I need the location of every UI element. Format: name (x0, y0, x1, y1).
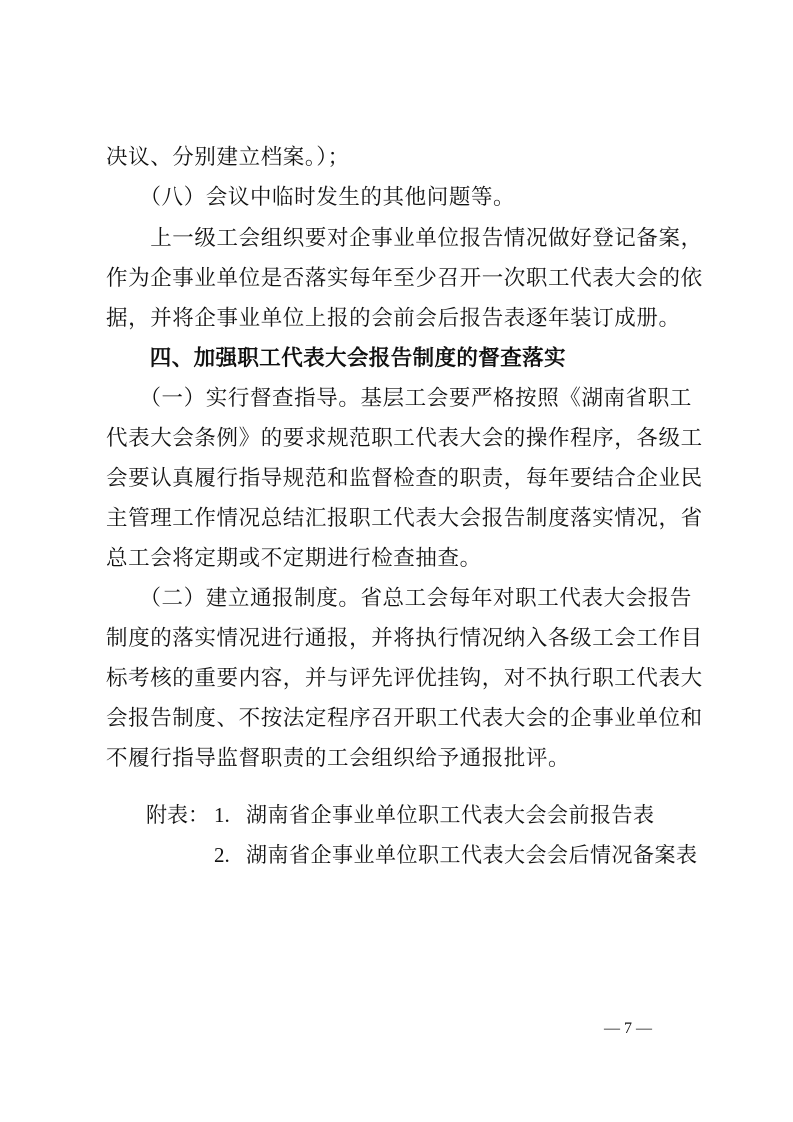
body-line: 代表大会条例》的要求规范职工代表大会的操作程序，各级工 (106, 426, 703, 451)
body-line: 决议、分别建立档案。）； (106, 145, 350, 170)
body-line: 总工会将定期或不定期进行检查抽查。 (106, 546, 482, 571)
body-line: 主管理工作情况总结汇报职工代表大会报告制度落实情况，省 (106, 506, 703, 531)
section-heading: 四、加强职工代表大会报告制度的督查落实 (106, 346, 566, 371)
body-line: （二）建立通报制度。省总工会每年对职工代表大会报告 (106, 586, 692, 611)
attachment-number: 1. (214, 803, 230, 827)
attachments-label: 附表： (146, 803, 209, 827)
body-line: 不履行指导监督职责的工会组织给予通报批评。 (106, 746, 571, 771)
body-line: （一）实行督查指导。基层工会要严格按照《湖南省职工 (106, 386, 692, 411)
attachment-number: 2. (214, 843, 230, 867)
body-line: 作为企事业单位是否落实每年至少召开一次职工代表大会的依 (106, 266, 703, 291)
attachment-title: 湖南省企事业单位职工代表大会会前报告表 (246, 803, 655, 827)
page-number: — 7 — (604, 1020, 652, 1037)
body-line: 制度的落实情况进行通报，并将执行情况纳入各级工会工作目 (106, 626, 703, 651)
body-line: 会要认真履行指导规范和监督检查的职责，每年要结合企业民 (106, 466, 703, 491)
body-line: 标考核的重要内容，并与评先评优挂钩，对不执行职工代表大 (106, 666, 703, 691)
body-line: 会报告制度、不按法定程序召开职工代表大会的企事业单位和 (106, 706, 703, 731)
body-line: 上一级工会组织要对企事业单位报告情况做好登记备案， (106, 226, 703, 251)
body-line: 据，并将企事业单位上报的会前会后报告表逐年装订成册。 (106, 306, 681, 331)
attachment-title: 湖南省企事业单位职工代表大会会后情况备案表 (246, 843, 698, 867)
body-line: （八）会议中临时发生的其他问题等。 (106, 185, 516, 210)
